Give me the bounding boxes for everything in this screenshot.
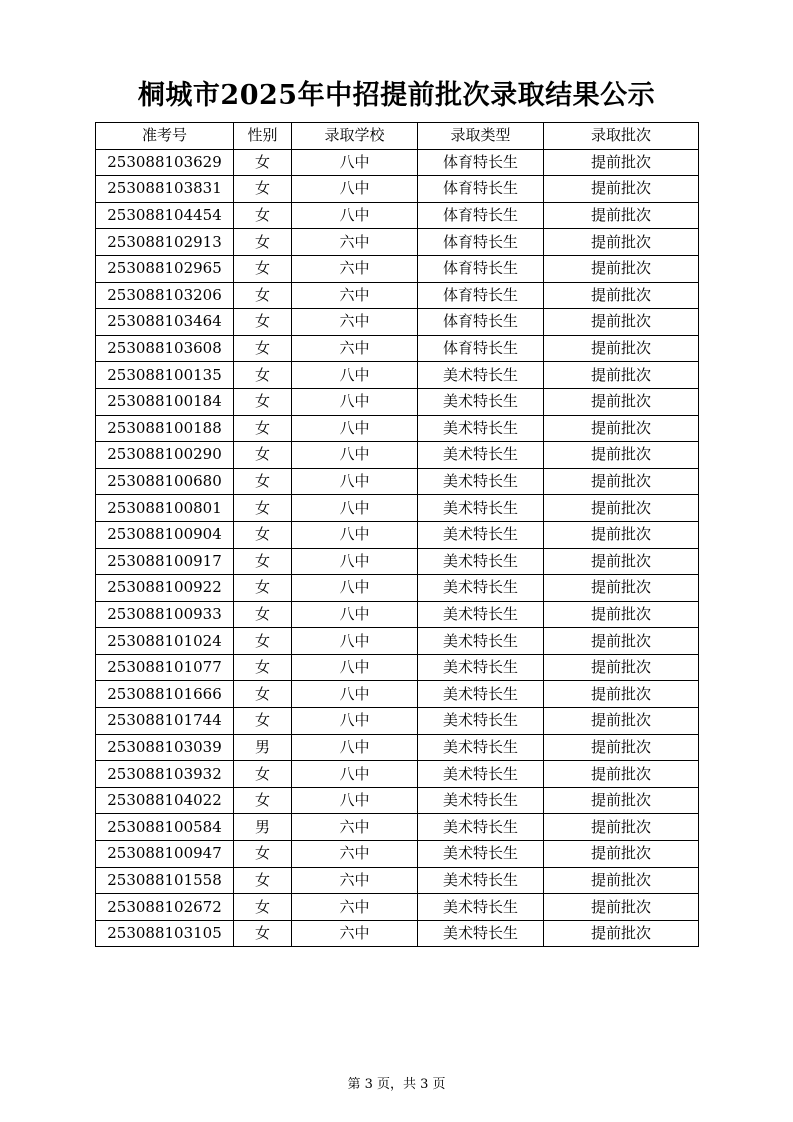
- cell-exam-number: 253088100584: [96, 814, 234, 841]
- cell-admission-type: 体育特长生: [418, 335, 544, 362]
- cell-school: 八中: [292, 149, 418, 176]
- cell-gender: 女: [234, 548, 292, 575]
- cell-exam-number: 253088100184: [96, 388, 234, 415]
- cell-gender: 女: [234, 708, 292, 735]
- cell-exam-number: 253088103831: [96, 176, 234, 203]
- cell-admission-batch: 提前批次: [544, 415, 699, 442]
- cell-school: 八中: [292, 468, 418, 495]
- cell-gender: 女: [234, 202, 292, 229]
- table-row: [96, 814, 699, 841]
- cell-school: 六中: [292, 335, 418, 362]
- cell-gender: 女: [234, 362, 292, 389]
- cell-school: 八中: [292, 176, 418, 203]
- cell-school: 六中: [292, 229, 418, 256]
- cell-gender: 女: [234, 282, 292, 309]
- cell-admission-batch: 提前批次: [544, 255, 699, 282]
- cell-school: 八中: [292, 495, 418, 522]
- header-admission-type: 录取类型: [418, 123, 544, 150]
- cell-gender: 女: [234, 601, 292, 628]
- cell-admission-type: 美术特长生: [418, 521, 544, 548]
- cell-school: 八中: [292, 601, 418, 628]
- cell-admission-batch: 提前批次: [544, 468, 699, 495]
- cell-exam-number: 253088102913: [96, 229, 234, 256]
- cell-admission-type: 体育特长生: [418, 176, 544, 203]
- cell-admission-batch: 提前批次: [544, 335, 699, 362]
- cell-admission-batch: 提前批次: [544, 575, 699, 602]
- header-school: 录取学校: [292, 123, 418, 150]
- table-row: [96, 229, 699, 256]
- cell-admission-type: 美术特长生: [418, 761, 544, 788]
- table-row: [96, 575, 699, 602]
- cell-school: 八中: [292, 442, 418, 469]
- cell-school: 六中: [292, 282, 418, 309]
- cell-admission-type: 美术特长生: [418, 708, 544, 735]
- cell-admission-type: 美术特长生: [418, 601, 544, 628]
- cell-admission-type: 美术特长生: [418, 442, 544, 469]
- cell-admission-batch: 提前批次: [544, 654, 699, 681]
- cell-gender: 女: [234, 575, 292, 602]
- cell-admission-batch: 提前批次: [544, 282, 699, 309]
- cell-exam-number: 253088101077: [96, 654, 234, 681]
- cell-admission-type: 美术特长生: [418, 894, 544, 921]
- cell-gender: 女: [234, 894, 292, 921]
- cell-admission-type: 体育特长生: [418, 229, 544, 256]
- cell-admission-batch: 提前批次: [544, 362, 699, 389]
- table-row: [96, 601, 699, 628]
- cell-gender: 女: [234, 920, 292, 947]
- cell-admission-type: 美术特长生: [418, 787, 544, 814]
- cell-admission-type: 美术特长生: [418, 867, 544, 894]
- cell-gender: 女: [234, 229, 292, 256]
- cell-school: 六中: [292, 814, 418, 841]
- table-row: [96, 654, 699, 681]
- table-row: [96, 867, 699, 894]
- cell-exam-number: 253088100290: [96, 442, 234, 469]
- cell-gender: 男: [234, 814, 292, 841]
- cell-admission-type: 美术特长生: [418, 575, 544, 602]
- cell-exam-number: 253088100135: [96, 362, 234, 389]
- cell-exam-number: 253088100922: [96, 575, 234, 602]
- cell-exam-number: 253088103464: [96, 309, 234, 336]
- table-row: [96, 628, 699, 655]
- cell-gender: 女: [234, 149, 292, 176]
- cell-admission-type: 美术特长生: [418, 495, 544, 522]
- cell-exam-number: 253088103105: [96, 920, 234, 947]
- table-row: [96, 894, 699, 921]
- table-row: [96, 176, 699, 203]
- cell-school: 八中: [292, 202, 418, 229]
- cell-school: 八中: [292, 761, 418, 788]
- cell-gender: 女: [234, 388, 292, 415]
- table-row: [96, 415, 699, 442]
- table-row: [96, 734, 699, 761]
- cell-admission-type: 体育特长生: [418, 309, 544, 336]
- page-footer: 第 3 页，共 3 页: [347, 1077, 446, 1092]
- cell-admission-batch: 提前批次: [544, 894, 699, 921]
- cell-school: 八中: [292, 388, 418, 415]
- cell-gender: 女: [234, 176, 292, 203]
- cell-admission-batch: 提前批次: [544, 601, 699, 628]
- cell-admission-batch: 提前批次: [544, 761, 699, 788]
- cell-gender: 女: [234, 495, 292, 522]
- cell-school: 八中: [292, 654, 418, 681]
- cell-school: 六中: [292, 841, 418, 868]
- cell-gender: 女: [234, 468, 292, 495]
- cell-school: 六中: [292, 920, 418, 947]
- cell-admission-batch: 提前批次: [544, 388, 699, 415]
- cell-gender: 女: [234, 681, 292, 708]
- cell-gender: 男: [234, 734, 292, 761]
- cell-gender: 女: [234, 867, 292, 894]
- cell-admission-type: 美术特长生: [418, 628, 544, 655]
- cell-admission-type: 体育特长生: [418, 202, 544, 229]
- table-body: [96, 149, 699, 947]
- table-row: [96, 920, 699, 947]
- cell-admission-type: 体育特长生: [418, 255, 544, 282]
- cell-exam-number: 253088101558: [96, 867, 234, 894]
- table-row: [96, 255, 699, 282]
- cell-exam-number: 253088100801: [96, 495, 234, 522]
- cell-school: 八中: [292, 521, 418, 548]
- cell-admission-batch: 提前批次: [544, 202, 699, 229]
- cell-school: 八中: [292, 415, 418, 442]
- cell-admission-type: 美术特长生: [418, 548, 544, 575]
- cell-exam-number: 253088100933: [96, 601, 234, 628]
- cell-exam-number: 253088103206: [96, 282, 234, 309]
- cell-gender: 女: [234, 442, 292, 469]
- table-row: [96, 521, 699, 548]
- cell-school: 八中: [292, 575, 418, 602]
- cell-exam-number: 253088103608: [96, 335, 234, 362]
- cell-school: 八中: [292, 548, 418, 575]
- cell-exam-number: 253088103629: [96, 149, 234, 176]
- cell-exam-number: 253088100917: [96, 548, 234, 575]
- cell-admission-type: 美术特长生: [418, 415, 544, 442]
- table-row: [96, 468, 699, 495]
- cell-exam-number: 253088100680: [96, 468, 234, 495]
- cell-admission-batch: 提前批次: [544, 681, 699, 708]
- table-header-row: [96, 123, 699, 150]
- admission-results-table: [95, 122, 699, 947]
- cell-admission-batch: 提前批次: [544, 814, 699, 841]
- cell-exam-number: 253088101744: [96, 708, 234, 735]
- cell-admission-batch: 提前批次: [544, 708, 699, 735]
- cell-gender: 女: [234, 628, 292, 655]
- cell-gender: 女: [234, 841, 292, 868]
- cell-exam-number: 253088100188: [96, 415, 234, 442]
- cell-admission-type: 美术特长生: [418, 681, 544, 708]
- cell-exam-number: 253088104022: [96, 787, 234, 814]
- cell-exam-number: 253088100947: [96, 841, 234, 868]
- cell-school: 八中: [292, 708, 418, 735]
- cell-admission-type: 体育特长生: [418, 282, 544, 309]
- table-row: [96, 335, 699, 362]
- cell-gender: 女: [234, 255, 292, 282]
- cell-exam-number: 253088102672: [96, 894, 234, 921]
- cell-school: 六中: [292, 894, 418, 921]
- cell-admission-batch: 提前批次: [544, 841, 699, 868]
- table-row: [96, 309, 699, 336]
- cell-school: 六中: [292, 867, 418, 894]
- cell-admission-batch: 提前批次: [544, 787, 699, 814]
- cell-school: 八中: [292, 734, 418, 761]
- table-row: [96, 841, 699, 868]
- cell-school: 六中: [292, 309, 418, 336]
- cell-admission-type: 美术特长生: [418, 841, 544, 868]
- cell-exam-number: 253088104454: [96, 202, 234, 229]
- header-admission-batch: 录取批次: [544, 123, 699, 150]
- table-row: [96, 149, 699, 176]
- cell-admission-type: 体育特长生: [418, 149, 544, 176]
- table-row: [96, 362, 699, 389]
- cell-exam-number: 253088101024: [96, 628, 234, 655]
- cell-admission-type: 美术特长生: [418, 920, 544, 947]
- table-row: [96, 282, 699, 309]
- cell-gender: 女: [234, 335, 292, 362]
- cell-exam-number: 253088103039: [96, 734, 234, 761]
- cell-admission-batch: 提前批次: [544, 309, 699, 336]
- cell-gender: 女: [234, 787, 292, 814]
- cell-admission-batch: 提前批次: [544, 176, 699, 203]
- cell-gender: 女: [234, 415, 292, 442]
- cell-school: 八中: [292, 362, 418, 389]
- cell-admission-batch: 提前批次: [544, 734, 699, 761]
- cell-admission-type: 美术特长生: [418, 468, 544, 495]
- cell-school: 八中: [292, 681, 418, 708]
- header-gender: 性别: [234, 123, 292, 150]
- cell-exam-number: 253088100904: [96, 521, 234, 548]
- table-row: [96, 761, 699, 788]
- cell-admission-batch: 提前批次: [544, 867, 699, 894]
- cell-admission-batch: 提前批次: [544, 628, 699, 655]
- table-row: [96, 548, 699, 575]
- cell-gender: 女: [234, 654, 292, 681]
- cell-gender: 女: [234, 761, 292, 788]
- cell-admission-type: 美术特长生: [418, 654, 544, 681]
- header-exam-number: 准考号: [96, 123, 234, 150]
- table-row: [96, 681, 699, 708]
- page-title: 桐城市2025年中招提前批次录取结果公示: [137, 80, 656, 111]
- cell-admission-type: 美术特长生: [418, 734, 544, 761]
- cell-exam-number: 253088103932: [96, 761, 234, 788]
- table-row: [96, 787, 699, 814]
- cell-gender: 女: [234, 309, 292, 336]
- table-row: [96, 442, 699, 469]
- cell-admission-batch: 提前批次: [544, 495, 699, 522]
- table-row: [96, 708, 699, 735]
- cell-admission-batch: 提前批次: [544, 521, 699, 548]
- table-row: [96, 202, 699, 229]
- cell-admission-batch: 提前批次: [544, 548, 699, 575]
- cell-admission-batch: 提前批次: [544, 920, 699, 947]
- table-row: [96, 495, 699, 522]
- cell-admission-type: 美术特长生: [418, 362, 544, 389]
- table-row: [96, 388, 699, 415]
- cell-exam-number: 253088101666: [96, 681, 234, 708]
- cell-gender: 女: [234, 521, 292, 548]
- cell-school: 八中: [292, 787, 418, 814]
- cell-school: 六中: [292, 255, 418, 282]
- cell-exam-number: 253088102965: [96, 255, 234, 282]
- cell-admission-batch: 提前批次: [544, 229, 699, 256]
- cell-admission-type: 美术特长生: [418, 814, 544, 841]
- cell-admission-type: 美术特长生: [418, 388, 544, 415]
- cell-admission-batch: 提前批次: [544, 442, 699, 469]
- cell-admission-batch: 提前批次: [544, 149, 699, 176]
- cell-school: 八中: [292, 628, 418, 655]
